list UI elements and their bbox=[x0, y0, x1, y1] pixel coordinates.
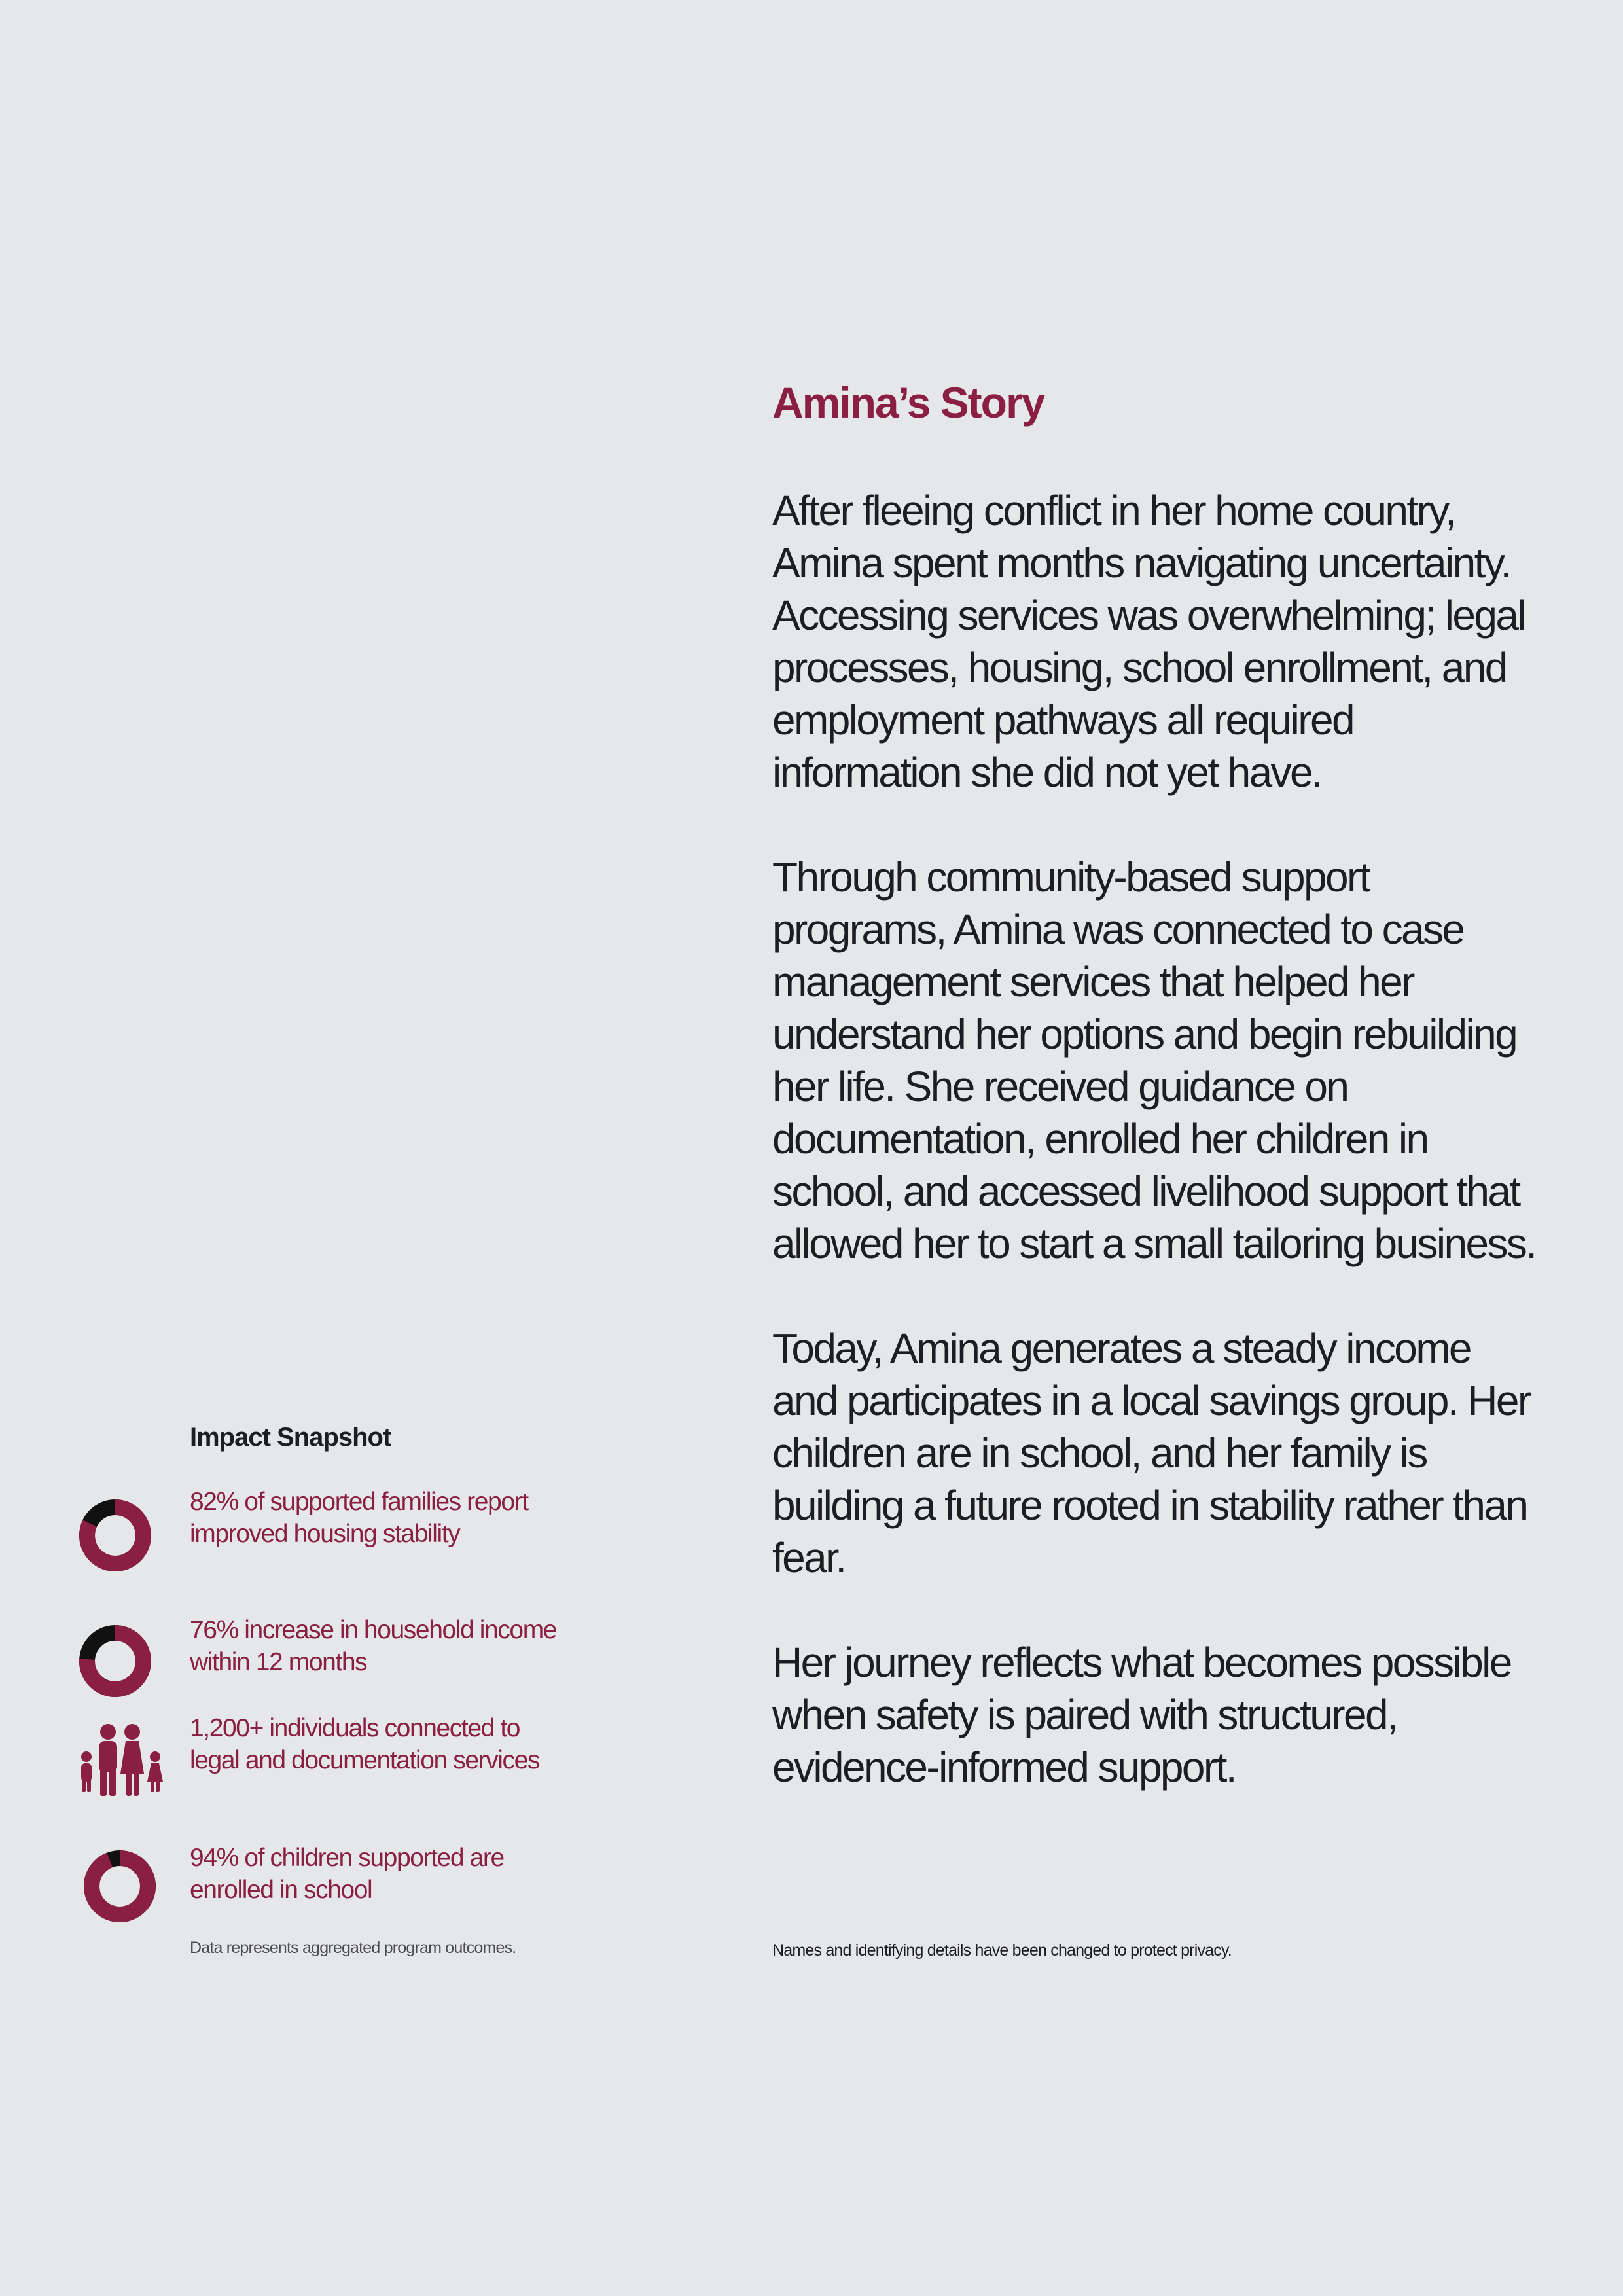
impact-text: 76% increase in household income within 12 months bbox=[190, 1616, 557, 1676]
story-section bbox=[772, 373, 1544, 1846]
donut-chart-icon bbox=[72, 1614, 170, 1712]
impact-text: 1,200+ individuals connected to legal and documentation services bbox=[190, 1714, 540, 1774]
data-note: Data represents aggregated program outcomes. bbox=[190, 1939, 516, 1957]
impact-text: 94% of children supported are enrolled in school bbox=[190, 1844, 504, 1904]
impact-title: Impact Snapshot bbox=[190, 1423, 391, 1452]
privacy-note: Names and identifying details have been changed to protect privacy. bbox=[772, 1941, 1232, 1960]
story-paragraph-4: Her journey reflects what becomes possible when safety is paired with structured, evidence-informed support. bbox=[772, 1639, 1511, 1791]
impact-text: 82% of supported families report improved housing stability bbox=[190, 1488, 528, 1548]
donut-chart-icon bbox=[72, 1486, 170, 1584]
story-title: Amina’s Story bbox=[772, 378, 1044, 427]
donut-chart-icon bbox=[72, 1842, 170, 1940]
story-paragraph-2: Through community-based support programs, Amina was connected to case management services that helped her understand her options and begin rebuilding her life. She received guidance on documentation, enrolled her children in school, and accessed livelihood support that allowed her to start a small tailoring business. bbox=[772, 853, 1536, 1267]
story-paragraph-1: After fleeing conflict in her home country, Amina spent months navigating uncertainty. Accessing services was overwhelming; legal processes, housing, school enrollment, and employment pathways all required information she did not yet have. bbox=[772, 487, 1525, 796]
family-icon bbox=[72, 1712, 170, 1810]
story-paragraph-3: Today, Amina generates a steady income and participates in a local savings group. Her children are in school, and her family is building a future rooted in stability rather than fear. bbox=[772, 1325, 1530, 1581]
